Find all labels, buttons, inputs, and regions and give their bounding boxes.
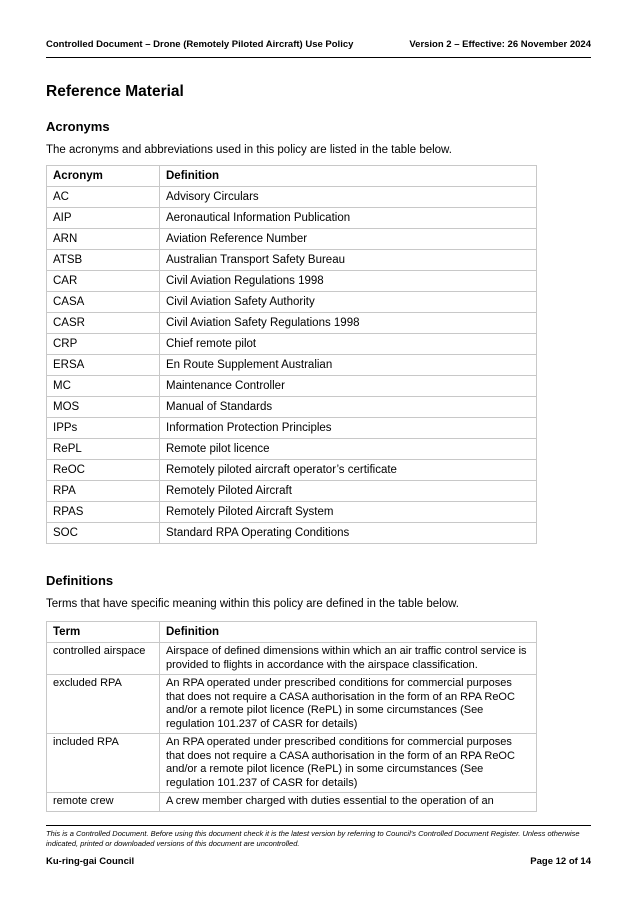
column-header-definition: Definition xyxy=(160,166,537,187)
term-cell: AIP xyxy=(47,208,160,229)
term-cell: MOS xyxy=(47,397,160,418)
footer-bottom-line xyxy=(46,856,591,867)
definition-cell: Aeronautical Information Publication xyxy=(160,208,537,229)
definitions-table xyxy=(46,621,537,812)
table-row xyxy=(47,376,537,397)
definition-cell: An RPA operated under prescribed conditions for commercial purposes that does not require a CASA authorisation in the form of an RPA ReOC and/or a remote pilot licence (RePL) in some circumstances (See regulation 101.237 of CASR for details) xyxy=(160,734,537,793)
term-cell: MC xyxy=(47,376,160,397)
definition-cell: Remotely piloted aircraft operator’s certificate xyxy=(160,460,537,481)
definition-cell: Australian Transport Safety Bureau xyxy=(160,250,537,271)
table-row xyxy=(47,355,537,376)
table-row xyxy=(47,793,537,812)
definition-cell: Information Protection Principles xyxy=(160,418,537,439)
definition-cell: Airspace of defined dimensions within which an air traffic control service is provided to flights in accordance with the airspace classification. xyxy=(160,643,537,675)
controlled-document-notice: This is a Controlled Document. Before using this document check it is the latest version by referring to Council’s Controlled Document Register. Unless otherwise indicated, printed or downloaded versions of this document are uncontrolled. xyxy=(46,829,580,848)
term-cell: RPA xyxy=(47,481,160,502)
term-cell: remote crew xyxy=(47,793,160,812)
term-cell: CAR xyxy=(47,271,160,292)
table-row xyxy=(47,439,537,460)
definition-cell: Civil Aviation Safety Regulations 1998 xyxy=(160,313,537,334)
term-cell: ReOC xyxy=(47,460,160,481)
table-row xyxy=(47,734,537,793)
definition-cell: An RPA operated under prescribed conditions for commercial purposes that does not require a CASA authorisation in the form of an RPA ReOC and/or a remote pilot licence (RePL) in some circumstances (See regulation 101.237 of CASR for details) xyxy=(160,675,537,734)
term-cell: RPAS xyxy=(47,502,160,523)
definition-cell: Maintenance Controller xyxy=(160,376,537,397)
page-content xyxy=(46,82,537,812)
table-row xyxy=(47,397,537,418)
section-title: Reference Material xyxy=(46,83,184,100)
definition-cell: Civil Aviation Safety Authority xyxy=(160,292,537,313)
table-header-row xyxy=(47,166,537,187)
definition-cell: Remotely Piloted Aircraft xyxy=(160,481,537,502)
acronyms-table-body xyxy=(47,187,537,544)
definition-cell: En Route Supplement Australian xyxy=(160,355,537,376)
table-row xyxy=(47,313,537,334)
term-cell: excluded RPA xyxy=(47,675,160,734)
definition-cell: Advisory Circulars xyxy=(160,187,537,208)
definitions-heading: Definitions xyxy=(46,573,114,588)
table-row xyxy=(47,460,537,481)
definitions-intro: Terms that have specific meaning within this policy are defined in the table below. xyxy=(46,598,459,610)
term-cell: ERSA xyxy=(47,355,160,376)
definition-cell: Remote pilot licence xyxy=(160,439,537,460)
table-row xyxy=(47,271,537,292)
table-row xyxy=(47,675,537,734)
table-row xyxy=(47,418,537,439)
definition-cell: Standard RPA Operating Conditions xyxy=(160,523,537,544)
term-cell: CASA xyxy=(47,292,160,313)
table-row xyxy=(47,502,537,523)
term-cell: controlled airspace xyxy=(47,643,160,675)
page-header xyxy=(46,39,591,58)
term-cell: SOC xyxy=(47,523,160,544)
table-row xyxy=(47,187,537,208)
definition-cell: Remotely Piloted Aircraft System xyxy=(160,502,537,523)
organisation-name: Ku-ring-gai Council xyxy=(46,856,135,867)
header-document-title: Controlled Document – Drone (Remotely Piloted Aircraft) Use Policy xyxy=(46,39,354,50)
definitions-table-body xyxy=(47,643,537,812)
acronyms-heading: Acronyms xyxy=(46,119,110,134)
definition-cell: Civil Aviation Regulations 1998 xyxy=(160,271,537,292)
acronyms-intro: The acronyms and abbreviations used in this policy are listed in the table below. xyxy=(46,144,452,156)
term-cell: IPPs xyxy=(47,418,160,439)
term-cell: ATSB xyxy=(47,250,160,271)
table-row xyxy=(47,208,537,229)
table-row xyxy=(47,292,537,313)
column-header-definition: Definition xyxy=(160,622,537,643)
term-cell: CASR xyxy=(47,313,160,334)
term-cell: AC xyxy=(47,187,160,208)
term-cell: included RPA xyxy=(47,734,160,793)
column-header-term: Term xyxy=(47,622,160,643)
page-number: Page 12 of 14 xyxy=(530,856,591,867)
table-header-row xyxy=(47,622,537,643)
definition-cell: Aviation Reference Number xyxy=(160,229,537,250)
definition-cell: Manual of Standards xyxy=(160,397,537,418)
table-row xyxy=(47,334,537,355)
term-cell: ARN xyxy=(47,229,160,250)
definition-cell: A crew member charged with duties essential to the operation of an xyxy=(160,793,537,812)
definition-cell: Chief remote pilot xyxy=(160,334,537,355)
table-row xyxy=(47,481,537,502)
term-cell: CRP xyxy=(47,334,160,355)
table-row xyxy=(47,643,537,675)
acronyms-table xyxy=(46,165,537,544)
header-version: Version 2 – Effective: 26 November 2024 xyxy=(409,39,591,50)
table-row xyxy=(47,250,537,271)
term-cell: RePL xyxy=(47,439,160,460)
column-header-acronym: Acronym xyxy=(47,166,160,187)
page-footer xyxy=(46,825,591,867)
table-row xyxy=(47,229,537,250)
table-row xyxy=(47,523,537,544)
